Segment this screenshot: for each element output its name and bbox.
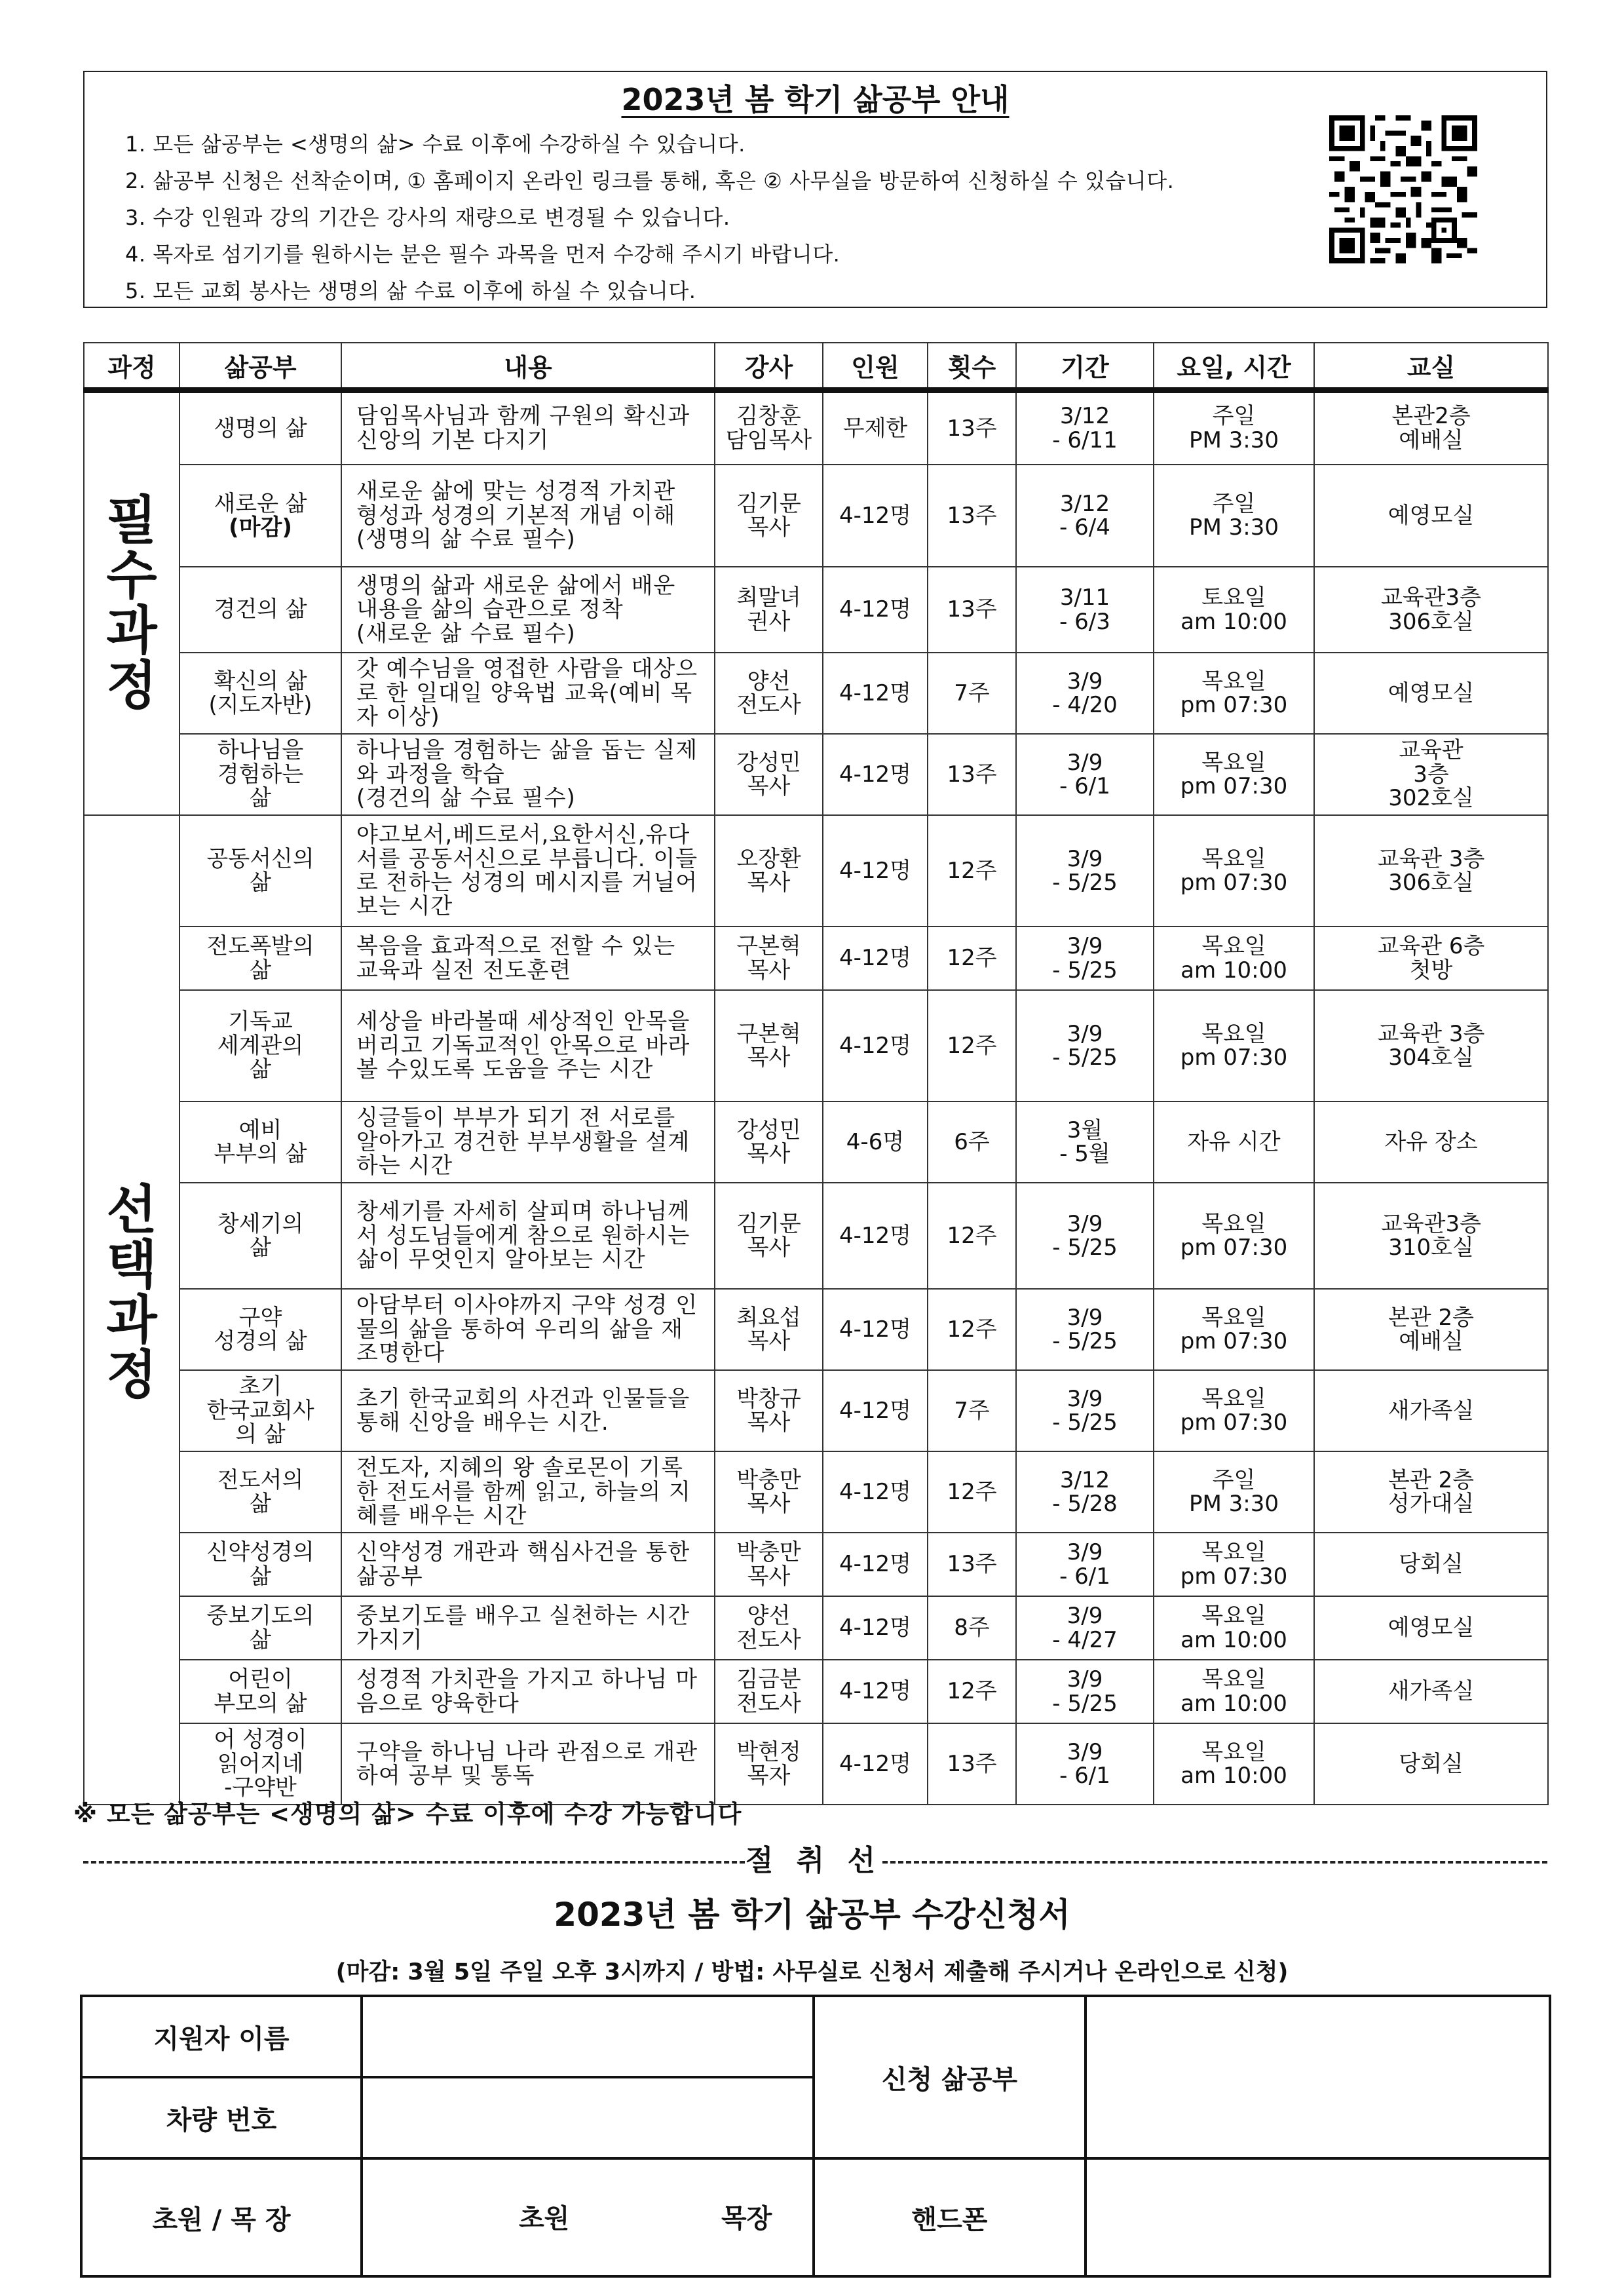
course-capacity: 무제한 (823, 390, 928, 465)
course-teacher: 강성민 목사 (715, 734, 823, 815)
course-name: 초기 한국교회사 의 삶 (179, 1370, 341, 1451)
course-room: 교육관3층 306호실 (1314, 567, 1548, 653)
qr-code-icon[interactable] (1329, 115, 1477, 263)
notice-item: 4. 목자로 섬기기를 원하시는 분은 필수 과목을 먼저 수강해 주시기 바랍니다. (125, 242, 840, 267)
phone-label: 핸드폰 (814, 2158, 1086, 2276)
course-name-text: 새로운 삶 (214, 490, 307, 517)
course-apply-label: 신청 삶공부 (814, 1996, 1086, 2158)
course-capacity: 4-12명 (823, 927, 928, 990)
course-teacher: 최말녀 권사 (715, 567, 823, 653)
closed-badge: (마감) (229, 514, 292, 541)
course-capacity: 4-12명 (823, 815, 928, 927)
table-row (84, 1289, 1548, 1370)
course-desc: 새로운 삶에 맞는 성경적 가치관 형성과 성경의 기본적 개념 이해 (생명의 삶 수료 필수) (341, 465, 715, 567)
notice-title: 2023년 봄 학기 삶공부 안내 (621, 82, 1010, 117)
course-sessions: 12주 (928, 815, 1016, 927)
course-room: 새가족실 (1314, 1660, 1548, 1723)
course-name: 구약 성경의 삶 (179, 1289, 341, 1370)
course-period: 3/11 - 6/3 (1016, 567, 1154, 653)
course-room: 자유 장소 (1314, 1101, 1548, 1183)
course-desc: 신약성경 개관과 핵심사건을 통한 삶공부 (341, 1533, 715, 1596)
course-time: 주일 PM 3:30 (1154, 465, 1314, 567)
course-room: 교육관 3층 304호실 (1314, 990, 1548, 1101)
course-desc: 창세기를 자세히 살피며 하나님께서 성도님들에게 참으로 원하시는 삶이 무엇인지 알아보는 시간 (341, 1183, 715, 1289)
course-name: 확신의 삶 (지도자반) (179, 653, 341, 734)
header-day-time: 요일, 시간 (1154, 343, 1314, 390)
course-desc: 생명의 삶과 새로운 삶에서 배운 내용을 삶의 습관으로 정착 (새로운 삶 수료 필수) (341, 567, 715, 653)
mokjang-label: 목장 (721, 2204, 772, 2234)
cut-line (83, 1841, 1547, 1881)
course-room: 본관 2층 예배실 (1314, 1289, 1548, 1370)
course-period: 3/9 - 6/1 (1016, 1533, 1154, 1596)
notice-list (125, 126, 1174, 309)
course-teacher: 김기문 목사 (715, 465, 823, 567)
course-desc: 성경적 가치관을 가지고 하나님 마음으로 양육한다 (341, 1660, 715, 1723)
course-sessions: 13주 (928, 734, 1016, 815)
table-row (84, 1723, 1548, 1805)
course-capacity: 4-12명 (823, 465, 928, 567)
course-capacity: 4-12명 (823, 734, 928, 815)
course-sessions: 8주 (928, 1596, 1016, 1660)
table-row (84, 990, 1548, 1101)
table-row (84, 1370, 1548, 1451)
course-desc: 전도자, 지혜의 왕 솔로몬이 기록한 전도서를 함께 읽고, 하늘의 지혜를 배우는 시간 (341, 1451, 715, 1533)
course-name: 경건의 삶 (179, 567, 341, 653)
course-room: 당회실 (1314, 1533, 1548, 1596)
course-period: 3/9 - 6/1 (1016, 734, 1154, 815)
group-label: 초원 / 목 장 (81, 2158, 362, 2276)
table-row (84, 390, 1548, 465)
course-room: 예영모실 (1314, 1596, 1548, 1660)
course-name: 기독교 세계관의 삶 (179, 990, 341, 1101)
course-period: 3/9 - 4/20 (1016, 653, 1154, 734)
cut-line-right (882, 1861, 1547, 1864)
header-capacity: 인원 (823, 343, 928, 390)
course-period: 3/9 - 4/27 (1016, 1596, 1154, 1660)
course-desc: 담임목사님과 함께 구원의 확신과 신앙의 기본 다지기 (341, 390, 715, 465)
course-room: 교육관3층 310호실 (1314, 1183, 1548, 1289)
course-teacher: 박창규 목사 (715, 1370, 823, 1451)
course-desc: 아담부터 이사야까지 구약 성경 인물의 삶을 통하여 우리의 삶을 재조명한다 (341, 1289, 715, 1370)
course-capacity: 4-12명 (823, 990, 928, 1101)
notice-box (83, 71, 1547, 308)
course-period: 3/9 - 5/25 (1016, 990, 1154, 1101)
course-capacity: 4-12명 (823, 1596, 928, 1660)
course-name: 하나님을 경험하는 삶 (179, 734, 341, 815)
group-required: 필수과정 (84, 390, 179, 815)
course-desc: 하나님을 경험하는 삶을 돕는 실제와 과정을 학습 (경건의 삶 수료 필수) (341, 734, 715, 815)
course-teacher: 박현정 목자 (715, 1723, 823, 1805)
course-desc: 갓 예수님을 영접한 사람을 대상으로 한 일대일 양육법 교육(예비 목자 이상) (341, 653, 715, 734)
course-name: 어린이 부모의 삶 (179, 1660, 341, 1723)
course-capacity: 4-12명 (823, 1533, 928, 1596)
phone-field[interactable] (1086, 2158, 1550, 2276)
header-course: 삶공부 (179, 343, 341, 390)
course-desc: 야고보서,베드로서,요한서신,유다서를 공동서신으로 부릅니다. 이들로 전하는 성경의 메시지를 거닐어보는 시간 (341, 815, 715, 927)
course-time: 목요일 pm 07:30 (1154, 815, 1314, 927)
course-teacher: 박충만 목사 (715, 1533, 823, 1596)
course-period: 3/9 - 5/25 (1016, 927, 1154, 990)
course-sessions: 12주 (928, 1451, 1016, 1533)
course-time: 목요일 pm 07:30 (1154, 1289, 1314, 1370)
course-time: 목요일 am 10:00 (1154, 927, 1314, 990)
course-time: 목요일 am 10:00 (1154, 1723, 1314, 1805)
course-time: 토요일 am 10:00 (1154, 567, 1314, 653)
header-sessions: 횟수 (928, 343, 1016, 390)
course-period: 3/9 - 5/25 (1016, 815, 1154, 927)
course-name: 어 성경이 읽어지네 -구약반 (179, 1723, 341, 1805)
course-period: 3월 - 5월 (1016, 1101, 1154, 1183)
course-room: 교육관 3층 302호실 (1314, 734, 1548, 815)
table-header-row (84, 343, 1548, 390)
choweon-label: 초원 (519, 2204, 570, 2234)
course-room: 본관2층 예배실 (1314, 390, 1548, 465)
course-capacity: 4-12명 (823, 1660, 928, 1723)
course-teacher: 박충만 목사 (715, 1451, 823, 1533)
course-sessions: 12주 (928, 1660, 1016, 1723)
course-capacity: 4-12명 (823, 567, 928, 653)
course-room: 당회실 (1314, 1723, 1548, 1805)
course-time: 목요일 am 10:00 (1154, 1660, 1314, 1723)
group-field[interactable] (362, 2158, 814, 2276)
car-number-label: 차량 번호 (81, 2077, 362, 2158)
group-elective: 선택과정 (84, 815, 179, 1805)
course-name: 창세기의 삶 (179, 1183, 341, 1289)
course-time: 목요일 pm 07:30 (1154, 734, 1314, 815)
notice-item: 5. 모든 교회 봉사는 생명의 삶 수료 이후에 하실 수 있습니다. (125, 278, 696, 303)
course-time: 목요일 pm 07:30 (1154, 1533, 1314, 1596)
course-sessions: 12주 (928, 1289, 1016, 1370)
course-desc: 중보기도를 배우고 실천하는 시간 가지기 (341, 1596, 715, 1660)
table-row (84, 927, 1548, 990)
course-desc: 복음을 효과적으로 전할 수 있는 교육과 실전 전도훈련 (341, 927, 715, 990)
course-sessions: 13주 (928, 390, 1016, 465)
table-row (84, 465, 1548, 567)
course-capacity: 4-12명 (823, 1289, 928, 1370)
course-period: 3/9 - 5/25 (1016, 1183, 1154, 1289)
table-row (84, 734, 1548, 815)
form-row (81, 1996, 1550, 2077)
header-content: 내용 (341, 343, 715, 390)
cut-line-left (83, 1861, 745, 1864)
notice-item: 3. 수강 인원과 강의 기간은 강사의 재량으로 변경될 수 있습니다. (125, 205, 730, 230)
course-capacity: 4-12명 (823, 1183, 928, 1289)
course-sessions: 6주 (928, 1101, 1016, 1183)
course-period: 3/12 - 5/28 (1016, 1451, 1154, 1533)
course-sessions: 13주 (928, 465, 1016, 567)
course-period: 3/9 - 5/25 (1016, 1289, 1154, 1370)
course-room: 새가족실 (1314, 1370, 1548, 1451)
header-room: 교실 (1314, 343, 1548, 390)
form-title: 2023년 봄 학기 삶공부 수강신청서 (554, 1896, 1070, 1934)
table-row (84, 1596, 1548, 1660)
course-capacity: 4-12명 (823, 1451, 928, 1533)
course-teacher: 구본혁 목사 (715, 990, 823, 1101)
applicant-name-label: 지원자 이름 (81, 1996, 362, 2077)
course-desc: 세상을 바라볼때 세상적인 안목을 버리고 기독교적인 안목으로 바라 볼 수있도록 도움을 주는 시간 (341, 990, 715, 1101)
course-name: 전도서의 삶 (179, 1451, 341, 1533)
course-room: 교육관 3층 306호실 (1314, 815, 1548, 927)
course-name (179, 465, 341, 567)
course-teacher: 김금분 전도사 (715, 1660, 823, 1723)
table-row (84, 815, 1548, 927)
courses-table (83, 342, 1549, 1805)
form-subtitle: (마감: 3월 5일 주일 오후 3시까지 / 방법: 사무실로 신청서 제출해 주시거나 온라인으로 신청) (335, 1959, 1289, 1985)
course-room: 교육관 6층 첫방 (1314, 927, 1548, 990)
course-sessions: 7주 (928, 653, 1016, 734)
course-teacher: 양선 전도사 (715, 1596, 823, 1660)
course-time: 목요일 pm 07:30 (1154, 653, 1314, 734)
course-name: 전도폭발의 삶 (179, 927, 341, 990)
course-room: 예영모실 (1314, 465, 1548, 567)
course-name: 생명의 삶 (179, 390, 341, 465)
course-desc: 싱글들이 부부가 되기 전 서로를 알아가고 경건한 부부생활을 설계하는 시간 (341, 1101, 715, 1183)
course-time: 주일 PM 3:30 (1154, 390, 1314, 465)
course-capacity: 4-6명 (823, 1101, 928, 1183)
course-teacher: 김창훈 담임목사 (715, 390, 823, 465)
course-desc: 구약을 하나님 나라 관점으로 개관하여 공부 및 통독 (341, 1723, 715, 1805)
course-time: 자유 시간 (1154, 1101, 1314, 1183)
table-row (84, 1533, 1548, 1596)
course-teacher: 오장환 목사 (715, 815, 823, 927)
course-time: 주일 PM 3:30 (1154, 1451, 1314, 1533)
course-sessions: 13주 (928, 1723, 1016, 1805)
course-sessions: 12주 (928, 990, 1016, 1101)
course-sessions: 7주 (928, 1370, 1016, 1451)
table-row (84, 1451, 1548, 1533)
course-time: 목요일 am 10:00 (1154, 1596, 1314, 1660)
table-row (84, 1183, 1548, 1289)
form-row (81, 2158, 1550, 2276)
header-group: 과정 (84, 343, 179, 390)
course-capacity: 4-12명 (823, 653, 928, 734)
course-teacher: 구본혁 목사 (715, 927, 823, 990)
course-sessions: 12주 (928, 1183, 1016, 1289)
course-sessions: 13주 (928, 567, 1016, 653)
table-row (84, 1660, 1548, 1723)
course-period: 3/9 - 5/25 (1016, 1660, 1154, 1723)
course-period: 3/9 - 5/25 (1016, 1370, 1154, 1451)
course-teacher: 최요섭 목사 (715, 1289, 823, 1370)
course-time: 목요일 pm 07:30 (1154, 990, 1314, 1101)
course-teacher: 강성민 목사 (715, 1101, 823, 1183)
course-time: 목요일 pm 07:30 (1154, 1370, 1314, 1451)
course-room: 예영모실 (1314, 653, 1548, 734)
header-period: 기간 (1016, 343, 1154, 390)
course-teacher: 김기문 목사 (715, 1183, 823, 1289)
course-apply-field[interactable] (1086, 1996, 1550, 2158)
application-form (80, 1995, 1551, 2278)
course-name: 신약성경의 삶 (179, 1533, 341, 1596)
course-time: 목요일 pm 07:30 (1154, 1183, 1314, 1289)
course-name: 공동서신의 삶 (179, 815, 341, 927)
course-sessions: 13주 (928, 1533, 1016, 1596)
table-row (84, 653, 1548, 734)
course-desc: 초기 한국교회의 사건과 인물들을 통해 신앙을 배우는 시간. (341, 1370, 715, 1451)
header-teacher: 강사 (715, 343, 823, 390)
course-period: 3/12 - 6/4 (1016, 465, 1154, 567)
applicant-name-field[interactable] (362, 1996, 814, 2077)
table-row (84, 1101, 1548, 1183)
course-name: 예비 부부의 삶 (179, 1101, 341, 1183)
course-period: 3/9 - 6/1 (1016, 1723, 1154, 1805)
notice-item: 2. 삶공부 신청은 선착순이며, ① 홈페이지 온라인 링크를 통해, 혹은 ② 사무실을 방문하여 신청하실 수 있습니다. (125, 168, 1175, 193)
course-period: 3/12 - 6/11 (1016, 390, 1154, 465)
course-room: 본관 2층 성가대실 (1314, 1451, 1548, 1533)
footnote: ※ 모든 삶공부는 <생명의 삶> 수료 이후에 수강 가능합니다 (73, 1800, 742, 1828)
cut-line-label: 절 취 선 (745, 1844, 882, 1877)
course-sessions: 12주 (928, 927, 1016, 990)
course-capacity: 4-12명 (823, 1370, 928, 1451)
notice-item: 1. 모든 삶공부는 <생명의 삶> 수료 이후에 수강하실 수 있습니다. (125, 132, 746, 157)
table-row (84, 567, 1548, 653)
course-name: 중보기도의 삶 (179, 1596, 341, 1660)
course-capacity: 4-12명 (823, 1723, 928, 1805)
course-teacher: 양선 전도사 (715, 653, 823, 734)
car-number-field[interactable] (362, 2077, 814, 2158)
